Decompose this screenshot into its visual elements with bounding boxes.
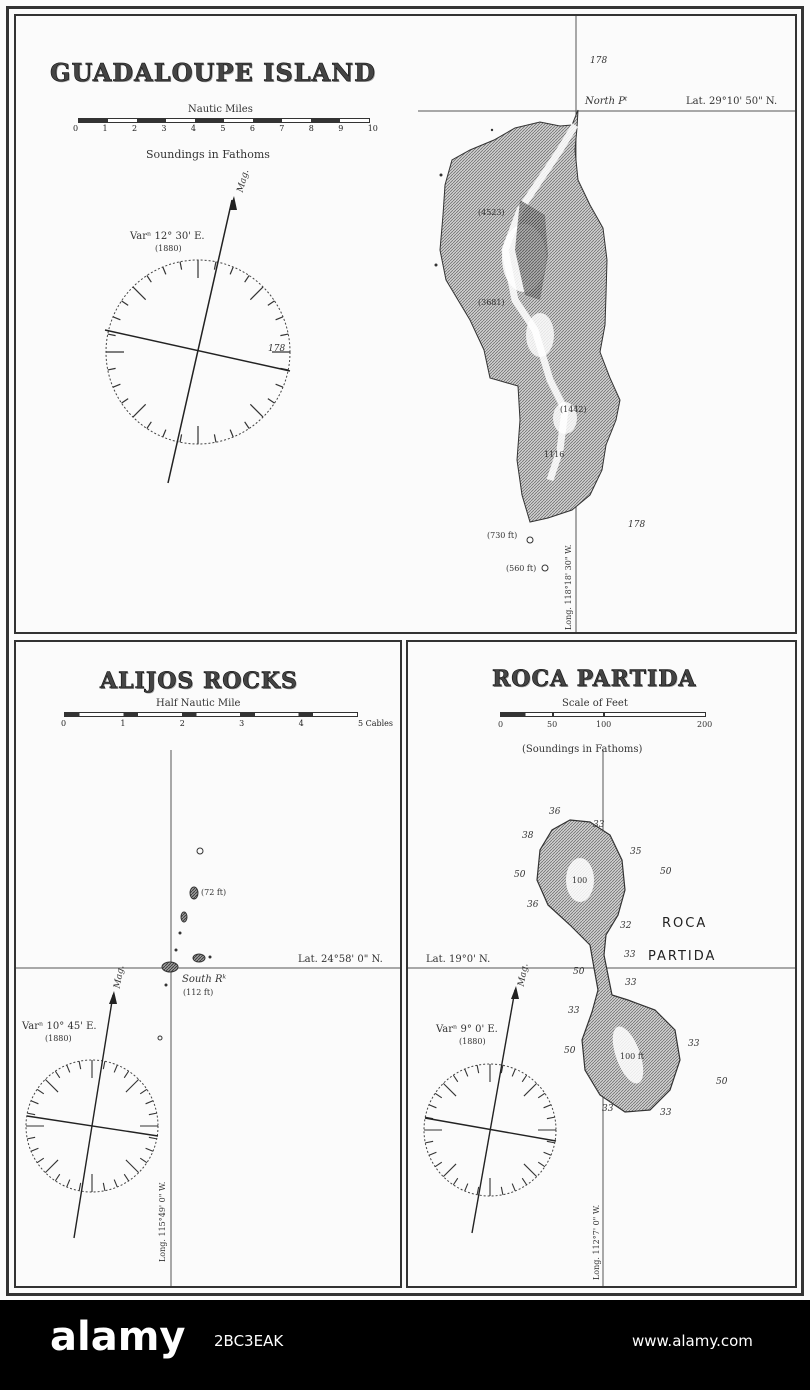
roca-title: ROCA PARTIDA (492, 666, 697, 692)
compass-tick (230, 267, 233, 274)
compass-tick (524, 1164, 537, 1177)
guadaloupe-rock-1: (730 ft) (487, 531, 518, 540)
compass-tick (250, 287, 263, 300)
compass-tick (113, 384, 120, 387)
roca-sounding: 36 (527, 900, 539, 910)
guadaloupe-title: GUADALOUPE ISLAND (50, 58, 376, 87)
compass-tick (79, 1183, 81, 1191)
alijos-south-rock-height: (112 ft) (183, 988, 214, 997)
compass-tick (443, 1164, 456, 1177)
guadaloupe-soundings-note: Soundings in Fathoms (146, 148, 270, 161)
compass-tick (146, 1101, 153, 1104)
compass-tick (429, 1105, 436, 1108)
roca-scale-title: Scale of Feet (562, 698, 628, 709)
compass-tick (140, 1158, 147, 1162)
compass-tick (501, 1187, 503, 1195)
compass-tick (276, 317, 283, 320)
compass-tick (55, 1071, 59, 1078)
compass-tick (512, 1184, 515, 1191)
compass-tick (276, 384, 283, 387)
roca-variation: Varⁿ 9° 0' E. (436, 1024, 498, 1035)
roca-partida-island (537, 820, 680, 1112)
compass-tick (522, 1075, 526, 1082)
alijos-scale-title: Half Nautic Mile (156, 698, 241, 709)
roca-scale-tick-3: 200 (697, 720, 713, 729)
compass-tick (27, 1113, 35, 1115)
compass-tick (122, 301, 129, 305)
compass-tick (114, 1065, 117, 1072)
compass-tick (27, 1137, 35, 1139)
compass-tick (67, 1065, 70, 1072)
compass-tick (453, 1075, 457, 1082)
compass-tick (31, 1148, 38, 1151)
compass-tick (163, 430, 166, 437)
compass-tick (214, 262, 216, 270)
roca-soundings-note: (Soundings in Fathoms) (522, 744, 643, 755)
compass-tick (37, 1158, 44, 1162)
roca-sounding: 33 (625, 978, 637, 988)
alijos-variation-year: (1880) (45, 1034, 72, 1043)
compass-tick (547, 1117, 555, 1119)
guadaloupe-islet-1 (527, 537, 533, 543)
alijos-longitude: Long. 115°49' 0" W. (158, 1181, 167, 1262)
roca-sounding: 38 (522, 831, 534, 841)
compass-tick (245, 422, 249, 429)
roca-sounding: 33 (660, 1108, 672, 1118)
guadaloupe-rock-n (491, 129, 493, 131)
compass-tick (268, 301, 275, 305)
roca-sounding: 50 (514, 870, 526, 880)
compass-tick (538, 1093, 545, 1097)
compass-tick (280, 334, 288, 336)
roca-sounding: 33 (593, 820, 605, 830)
guadaloupe-scale-ticks: 0 1 2 3 4 5 6 7 8 9 10 (73, 124, 378, 133)
alijos-rocks (158, 848, 212, 1040)
guadaloupe-island-shape (440, 110, 620, 522)
compass-tick (163, 267, 166, 274)
compass-tick (477, 1065, 479, 1073)
compass-tick (230, 430, 233, 437)
guadaloupe-mag-label: Mag. (235, 168, 252, 194)
compass-tick (55, 1174, 59, 1181)
alijos-mag-label: Mag. (112, 964, 127, 990)
guadaloupe-compass-sounding: 178 (268, 344, 286, 354)
compass-tick (147, 276, 151, 283)
roca-latitude: Lat. 19°0' N. (426, 954, 491, 965)
compass-tick (108, 334, 116, 336)
compass-tick (124, 1071, 128, 1078)
guadaloupe-north-point: North Pᵗ (585, 96, 628, 107)
guadaloupe-longitude: Long. 118°18' 30" W. (564, 544, 573, 630)
alijos-title: ALIJOS ROCKS (100, 668, 298, 694)
roca-sounding: 35 (630, 847, 642, 857)
compass-tick (146, 1148, 153, 1151)
alijos-rock-label: (72 ft) (201, 888, 227, 897)
alijos-latitude: Lat. 24°58' 0" N. (298, 954, 383, 965)
compass-tick (435, 1093, 442, 1097)
roca-sounding: 32 (620, 921, 632, 931)
guadaloupe-height-3: (1442) (560, 405, 587, 414)
guadaloupe-height-4: 1116 (544, 450, 565, 459)
roca-mag-label: Mag. (516, 962, 531, 988)
roca-sounding: 33 (688, 1039, 700, 1049)
watermark-bar (0, 1300, 810, 1390)
compass-tick (126, 1160, 139, 1173)
compass-tick (45, 1079, 58, 1092)
compass-tick (268, 399, 275, 403)
compass-tick (214, 434, 216, 442)
guadaloupe-scale-bar (78, 118, 370, 123)
compass-tick (453, 1178, 457, 1185)
site-url: www.alamy.com (632, 1332, 753, 1350)
compass-tick (113, 317, 120, 320)
roca-height-south: 100 ft (620, 1052, 644, 1061)
roca-sounding: 50 (660, 867, 672, 877)
brand-logo: alamy (50, 1314, 186, 1360)
roca-variation-year: (1880) (459, 1037, 486, 1046)
image-id: 2BC3EAK (214, 1332, 284, 1350)
compass-tick (465, 1069, 468, 1076)
alijos-south-rock: South Rᵏ (182, 974, 227, 985)
compass-tick (429, 1152, 436, 1155)
compass-tick (180, 434, 182, 442)
compass-tick (149, 1137, 157, 1139)
compass-tick (103, 1183, 105, 1191)
guadaloupe-height-2: (3681) (478, 298, 505, 307)
compass-tick (133, 287, 146, 300)
compass-tick (31, 1101, 38, 1104)
compass-tick (126, 1079, 139, 1092)
roca-name-label-1: ROCA (662, 916, 708, 931)
alijos-scale-bar (64, 712, 358, 717)
compass-tick (67, 1180, 70, 1187)
compass-tick (544, 1152, 551, 1155)
roca-sounding: 33 (624, 950, 636, 960)
compass-tick (149, 1113, 157, 1115)
compass-tick (435, 1162, 442, 1166)
guadaloupe-sounding-top: 178 (590, 56, 608, 66)
alijos-scale-ticks: 0 1 2 3 4 5 Cables (61, 719, 393, 728)
roca-name-label-2: PARTIDA (648, 949, 717, 964)
roca-scale-tick-1: 50 (547, 720, 558, 729)
compass-tick (37, 1089, 44, 1093)
roca-sounding: 33 (602, 1104, 614, 1114)
compass-tick (245, 276, 249, 283)
alijos-variation: Varⁿ 10° 45' E. (22, 1021, 97, 1032)
roca-sounding: 50 (573, 967, 585, 977)
roca-height-north: 100 (572, 876, 588, 885)
compass-tick (124, 1174, 128, 1181)
guadaloupe-sounding-bottom: 178 (628, 520, 646, 530)
compass-tick (524, 1083, 537, 1096)
compass-tick (122, 399, 129, 403)
roca-scale-tick-2: 100 (596, 720, 612, 729)
guadaloupe-height-1: (4523) (478, 208, 505, 217)
guadaloupe-rock-w (435, 264, 438, 267)
compass-tick (147, 422, 151, 429)
compass-tick (108, 368, 116, 370)
guadaloupe-variation-year: (1880) (155, 244, 182, 253)
compass-tick (538, 1162, 545, 1166)
compass-tick (512, 1069, 515, 1076)
guadaloupe-latitude: Lat. 29°10' 50" N. (686, 96, 778, 107)
roca-scale-bar (500, 712, 706, 717)
guadaloupe-variation: Varⁿ 12° 30' E. (130, 231, 205, 242)
guadaloupe-islet-2 (542, 565, 548, 571)
compass-tick (103, 1061, 105, 1069)
guadaloupe-rock-nw (440, 174, 443, 177)
guadaloupe-rock-2: (560 ft) (506, 564, 537, 573)
roca-scale-tick-0: 0 (498, 720, 504, 729)
guadaloupe-scale-title: Nautic Miles (188, 104, 253, 115)
compass-tick (425, 1141, 433, 1143)
compass-tick (443, 1083, 456, 1096)
compass-tick (133, 404, 146, 417)
roca-sounding: 50 (716, 1077, 728, 1087)
compass-tick (522, 1178, 526, 1185)
compass-tick (79, 1061, 81, 1069)
roca-longitude: Long. 112°7' 0" W. (592, 1204, 601, 1280)
roca-sounding: 33 (568, 1006, 580, 1016)
compass-tick (465, 1184, 468, 1191)
roca-sounding: 50 (564, 1046, 576, 1056)
compass-tick (140, 1089, 147, 1093)
compass-tick (544, 1105, 551, 1108)
compass-tick (250, 404, 263, 417)
compass-tick (547, 1141, 555, 1143)
compass-tick (45, 1160, 58, 1173)
compass-tick (114, 1180, 117, 1187)
guadaloupe-peak-mid (526, 313, 554, 357)
compass-tick (180, 262, 182, 270)
roca-sounding: 36 (549, 807, 561, 817)
